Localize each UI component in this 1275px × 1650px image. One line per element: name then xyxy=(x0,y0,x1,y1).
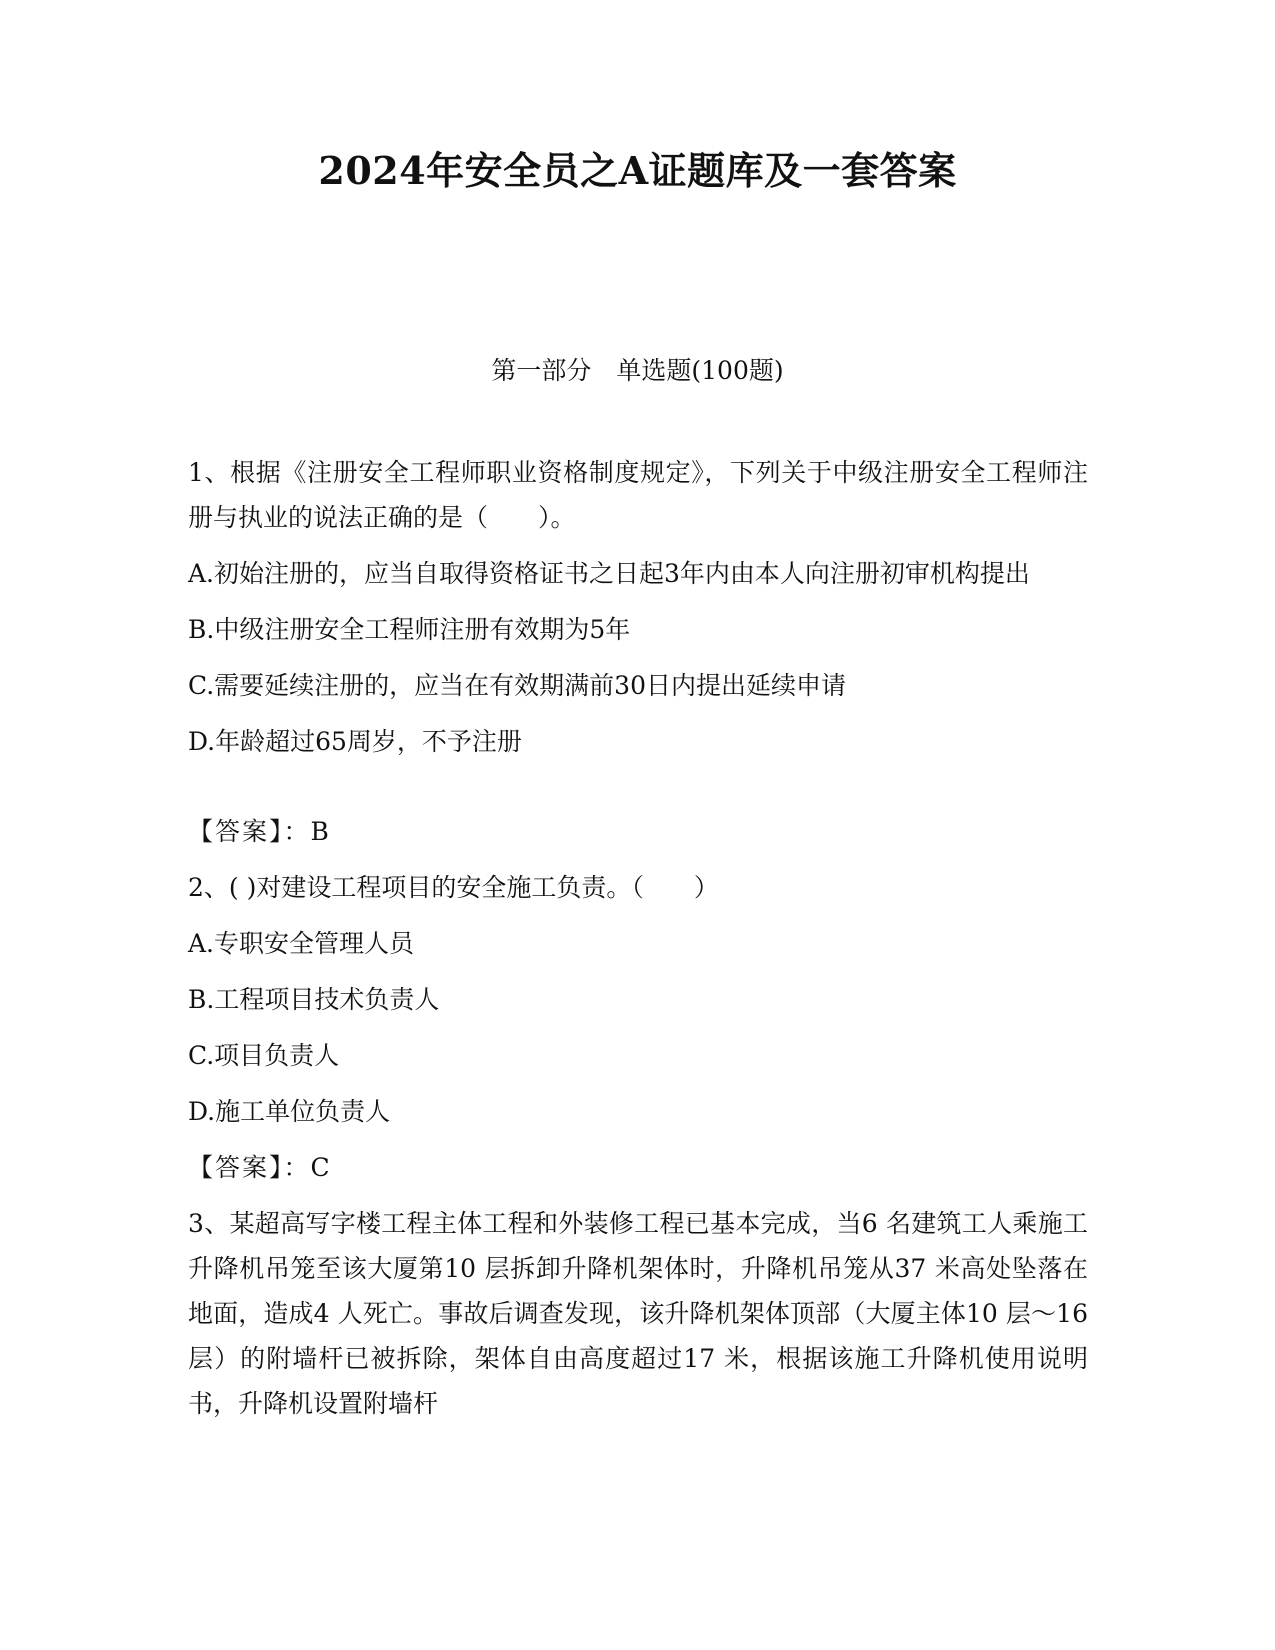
question-1-text: 1、根据《注册安全工程师职业资格制度规定》，下列关于中级注册安全工程师注册与执业的说法正确的是（ ）。 xyxy=(188,458,1088,532)
answer-label: 【答案】： xyxy=(188,817,311,846)
document-title: 2024年安全员之A证题库及一套答案 xyxy=(318,148,957,193)
question-2-option-d: D.施工单位负责人 xyxy=(188,1097,391,1126)
question-1-option-d: D.年龄超过65周岁，不予注册 xyxy=(188,727,522,756)
question-3 xyxy=(188,1201,1088,1426)
question-1-option-b: B.中级注册安全工程师注册有效期为5年 xyxy=(188,615,631,644)
section-heading: 第一部分 单选题(100题) xyxy=(491,356,784,385)
question-1-option-c: C.需要延续注册的，应当在有效期满前30日内提出延续申请 xyxy=(188,671,846,700)
question-2-option-b: B.工程项目技术负责人 xyxy=(188,985,440,1014)
question-2-option-c: C.项目负责人 xyxy=(188,1041,340,1070)
question-1-option-a: A.初始注册的，应当自取得资格证书之日起3年内由本人向注册初审机构提出 xyxy=(188,559,1030,588)
answer-value: B xyxy=(310,817,329,846)
question-2-option-a: A.专职安全管理人员 xyxy=(188,929,415,958)
answer-value: C xyxy=(310,1153,330,1182)
question-1 xyxy=(188,450,1088,854)
question-2-text: 2、( )对建设工程项目的安全施工负责。（ ） xyxy=(188,873,719,902)
answer-label: 【答案】： xyxy=(188,1153,311,1182)
question-1-answer xyxy=(188,809,1088,854)
question-2-answer xyxy=(188,1145,1088,1190)
question-3-text: 3、某超高写字楼工程主体工程和外装修工程已基本完成，当6 名建筑工人乘施工升降机吊笼至该大厦第10 层拆卸升降机架体时，升降机吊笼从37 米高处坠落在地面，造成4 人死亡。事故后调查发现，该升降机架体顶部（大厦主体10 层～16 层）的附墙杆已被拆除，架体自由高度超过17 米，根据该施工升降机使用说明书，升降机设置附墙杆 xyxy=(188,1209,1088,1418)
question-list xyxy=(188,450,1088,1437)
question-2 xyxy=(188,865,1088,1190)
